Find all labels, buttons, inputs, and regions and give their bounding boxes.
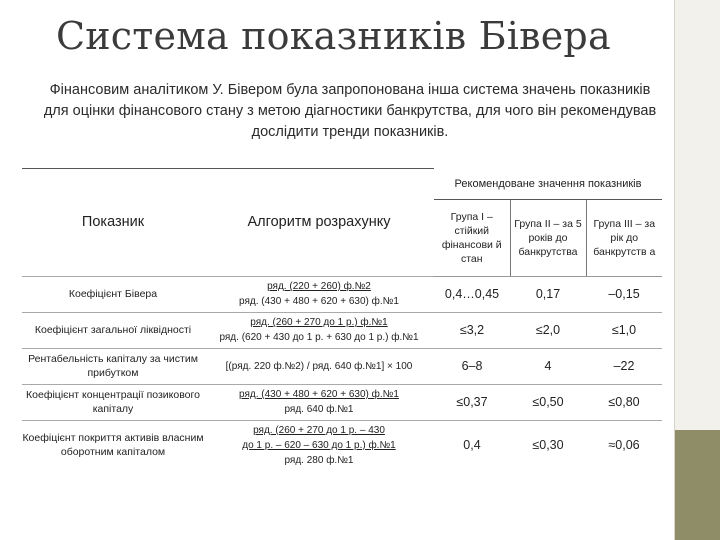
row-value-group-3: –22 bbox=[586, 348, 662, 384]
formula-denominator: ряд. (620 + 430 до 1 р. + 630 до 1 р.) ф.№1 bbox=[219, 332, 419, 343]
row-value-group-2: ≤2,0 bbox=[510, 312, 586, 348]
row-formula bbox=[204, 420, 434, 470]
row-value-group-1: 0,4 bbox=[434, 420, 510, 470]
slide-title: Система показників Бівера bbox=[56, 14, 611, 58]
formula-numerator: ряд. (260 + 270 до 1 р.) ф.№1 bbox=[250, 317, 388, 328]
row-value-group-1: 0,4…0,45 bbox=[434, 276, 510, 312]
formula-denominator: ряд. 640 ф.№1 bbox=[284, 404, 354, 415]
formula-numerator-line-1: ряд. (260 + 270 до 1 р. – 430 bbox=[253, 424, 385, 436]
row-name: Коефіцієнт Бівера bbox=[22, 276, 204, 312]
row-value-group-3: –0,15 bbox=[586, 276, 662, 312]
row-value-group-1: ≤3,2 bbox=[434, 312, 510, 348]
row-value-group-1: 6–8 bbox=[434, 348, 510, 384]
row-formula bbox=[204, 348, 434, 384]
header-group-1: Група I – стійкий фінансови й стан bbox=[434, 199, 510, 276]
formula-numerator-line-2: до 1 р. – 620 – 630 до 1 р.) ф.№1 bbox=[242, 439, 396, 451]
indicators-table bbox=[22, 168, 662, 470]
slide-intro-text: Фінансовим аналітиком У. Бівером була запропонована інша система значень показників для оцінки фінансового стану з метою діагностики банкрутства, для чого він рекомендував дослідити тренди показників. bbox=[43, 82, 657, 140]
table-row bbox=[22, 420, 662, 470]
row-formula bbox=[204, 312, 434, 348]
row-value-group-2: ≤0,30 bbox=[510, 420, 586, 470]
formula-denominator: ряд. (430 + 480 + 620 + 630) ф.№1 bbox=[239, 296, 399, 307]
formula-numerator: ряд. (220 + 260) ф.№2 bbox=[267, 281, 371, 292]
table-row bbox=[22, 276, 662, 312]
table-row bbox=[22, 384, 662, 420]
header-group-2: Група II – за 5 років до банкрутства bbox=[510, 199, 586, 276]
header-indicator: Показник bbox=[22, 169, 204, 277]
side-accent-bar bbox=[675, 430, 720, 540]
row-formula bbox=[204, 276, 434, 312]
table-row bbox=[22, 348, 662, 384]
formula-numerator: ряд. (430 + 480 + 620 + 630) ф.№1 bbox=[239, 389, 399, 400]
row-value-group-3: ≤1,0 bbox=[586, 312, 662, 348]
header-algorithm: Алгоритм розрахунку bbox=[204, 169, 434, 277]
row-value-group-2: 4 bbox=[510, 348, 586, 384]
row-value-group-3: ≈0,06 bbox=[586, 420, 662, 470]
table-row bbox=[22, 312, 662, 348]
table-header-row bbox=[22, 169, 662, 200]
row-name: Рентабельність капіталу за чистим прибутком bbox=[22, 348, 204, 384]
row-value-group-3: ≤0,80 bbox=[586, 384, 662, 420]
formula-denominator: ряд. 280 ф.№1 bbox=[284, 454, 354, 466]
row-value-group-1: ≤0,37 bbox=[434, 384, 510, 420]
header-recommended: Рекомендоване значення показників bbox=[454, 177, 642, 190]
row-name: Коефіцієнт загальної ліквідності bbox=[22, 312, 204, 348]
row-value-group-2: 0,17 bbox=[510, 276, 586, 312]
row-name: Коефіцієнт покриття активів власним оборотним капіталом bbox=[22, 420, 204, 470]
formula-expression: [(ряд. 220 ф.№2) / ряд. 640 ф.№1] × 100 bbox=[225, 360, 413, 372]
row-formula bbox=[204, 384, 434, 420]
row-name: Коефіцієнт концентрації позикового капіталу bbox=[22, 384, 204, 420]
row-value-group-2: ≤0,50 bbox=[510, 384, 586, 420]
header-group-3: Група III – за рік до банкрутств а bbox=[586, 199, 662, 276]
